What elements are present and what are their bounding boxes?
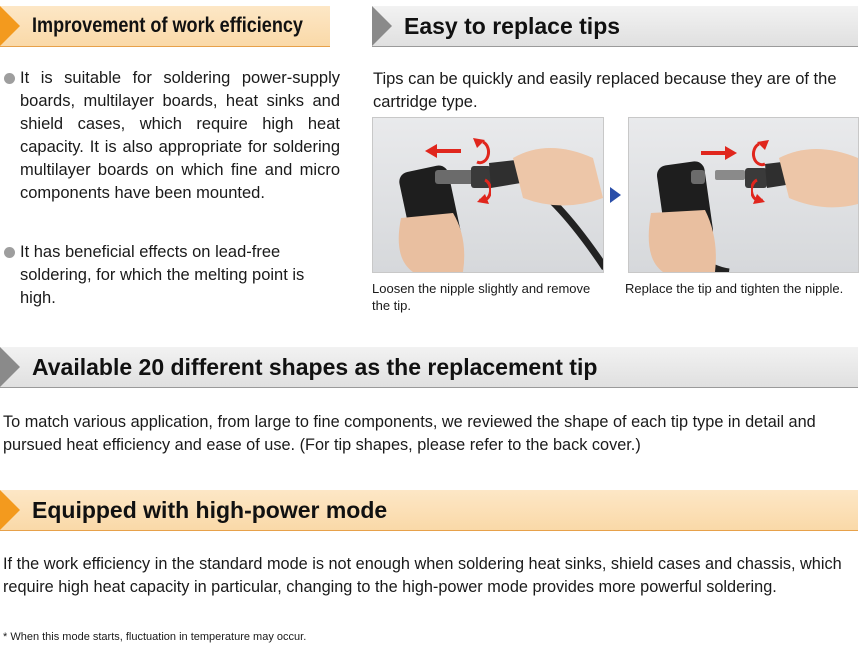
arrow-left-icon bbox=[425, 144, 461, 158]
step-photo-replace bbox=[628, 117, 859, 273]
replace-tips-intro: Tips can be quickly and easily replaced because they are of the cartridge type. bbox=[373, 70, 837, 111]
step-photo-loosen bbox=[372, 117, 604, 273]
arrow-right-icon bbox=[701, 146, 737, 160]
section-title: Improvement of work efficiency bbox=[32, 14, 303, 37]
bullet-item bbox=[4, 241, 340, 310]
section-title: Equipped with high-power mode bbox=[32, 497, 388, 523]
high-power-note: * When this mode starts, fluctuation in temperature may occur. bbox=[3, 631, 307, 643]
section-header-shapes bbox=[0, 347, 858, 388]
step-caption-replace: Replace the tip and tighten the nipple. bbox=[625, 281, 844, 296]
section-header-replace-tips bbox=[372, 6, 858, 47]
gray-triangle-icon bbox=[0, 347, 20, 387]
orange-triangle-icon bbox=[0, 490, 20, 530]
section-header-work-efficiency bbox=[0, 6, 330, 47]
hand-replacing-tip-illustration bbox=[629, 118, 858, 272]
rotate-arrow-icon bbox=[471, 176, 491, 204]
bullet-text: It has beneficial effects on lead-free soldering, for which the melting point is high. bbox=[20, 243, 305, 307]
bullet-text: It is suitable for soldering power-supply boards, multilayer boards, heat sinks and shield cases, which require high heat capacity. It is also appropriate for soldering multilayer boards on which fine and micro components have been mounted. bbox=[20, 69, 340, 202]
shapes-body: To match various application, from large to fine components, we reviewed the shape of each tip type in detail and pursued heat efficiency and ease of use. (For tip shapes, please refer to the back cover.) bbox=[3, 413, 816, 454]
bullet-icon bbox=[4, 247, 15, 258]
rotate-arrow-icon bbox=[751, 140, 771, 168]
gray-triangle-icon bbox=[372, 6, 392, 46]
section-title: Available 20 different shapes as the replacement tip bbox=[32, 354, 598, 380]
rotate-arrow-icon bbox=[471, 138, 491, 166]
section-title: Easy to replace tips bbox=[404, 13, 621, 39]
bullet-icon bbox=[4, 73, 15, 84]
high-power-body: If the work efficiency in the standard mode is not enough when soldering heat sinks, shield cases and chassis, which require high heat capacity in particular, changing to the high-power mode provides more powerful soldering. bbox=[3, 555, 842, 596]
section-header-high-power bbox=[0, 490, 858, 531]
step-arrow-icon bbox=[610, 187, 621, 203]
step-caption-loosen: Loosen the nipple slightly and remove the tip. bbox=[372, 281, 591, 313]
orange-triangle-icon bbox=[0, 6, 20, 46]
bullet-item bbox=[4, 67, 340, 205]
rotate-arrow-icon bbox=[751, 176, 771, 204]
